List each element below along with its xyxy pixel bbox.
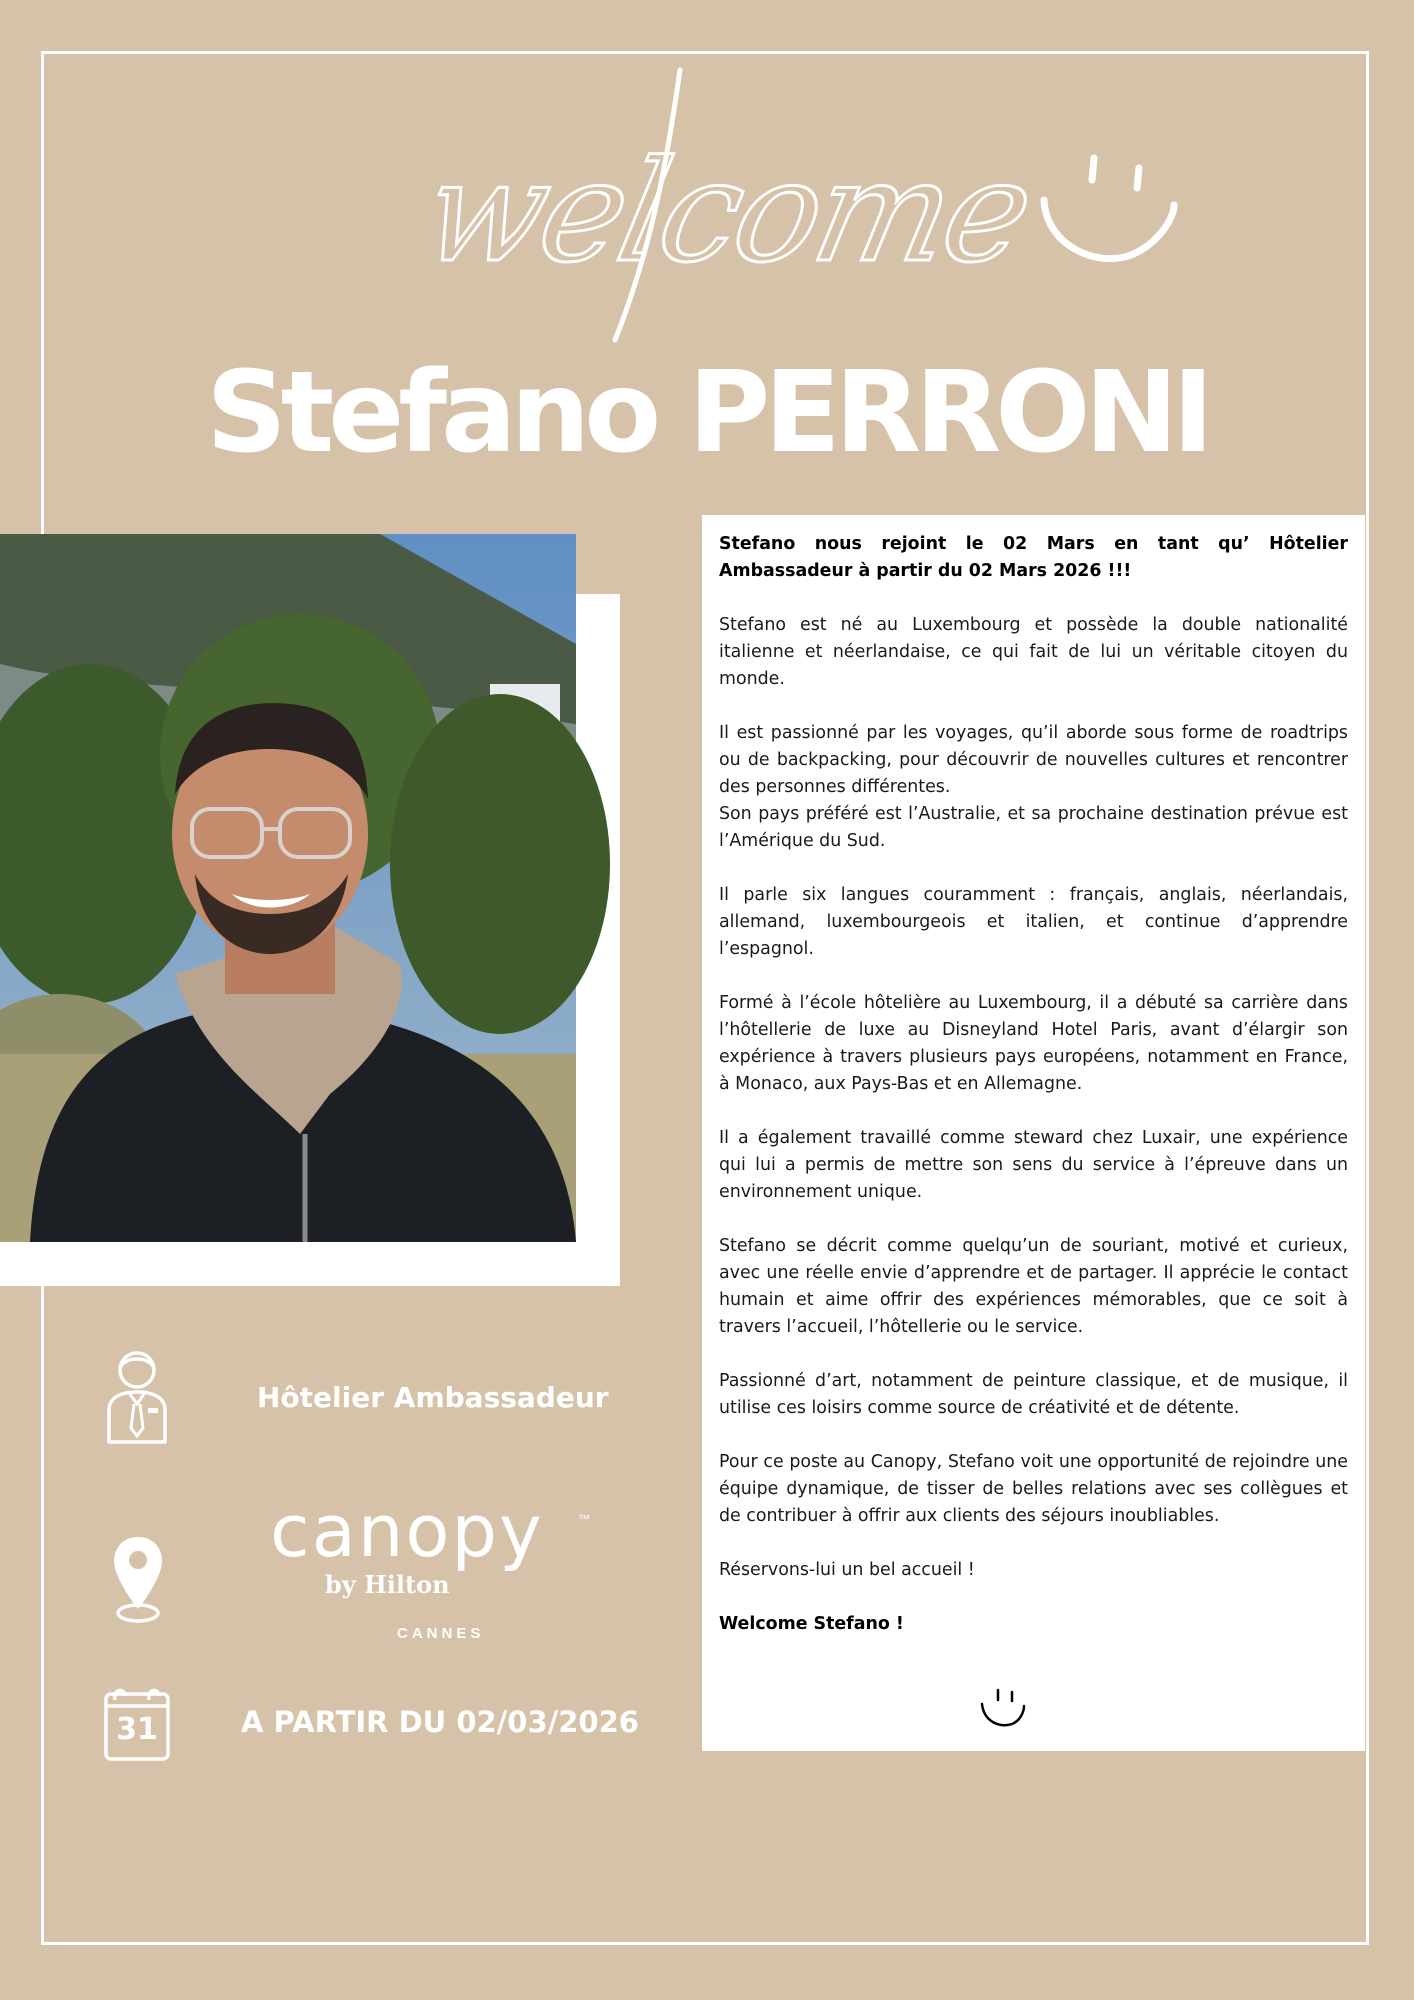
welcome-script xyxy=(410,60,1043,360)
article-paragraph: Il parle six langues couramment : français, anglais, néerlandais, allemand, luxembourgeois et italien, et continue d’apprendre l’espagnol. xyxy=(719,885,1348,959)
canopy-by-hilton-logo xyxy=(270,1489,620,1650)
logo-city: CANNES xyxy=(397,1625,485,1642)
article-paragraph: Son pays préféré est l’Australie, et sa prochaine destination prévue est l’Amérique du Sud. xyxy=(719,804,1348,851)
article-paragraph: Passionné d’art, notamment de peinture classique, et de musique, il utilise ces loisirs comme source de créativité et de détente. xyxy=(719,1371,1348,1418)
article-panel xyxy=(702,515,1365,1751)
role-title: Hôtelier Ambassadeur xyxy=(257,1381,609,1414)
logo-byline: by Hilton xyxy=(325,1570,450,1599)
article-paragraph: Pour ce poste au Canopy, Stefano voit une opportunité de rejoindre une équipe dynamique, de tisser de belles relations avec ses collègues et de contribuer à offrir aux clients des séjours inoubliables. xyxy=(719,1452,1348,1526)
article-paragraph: Il a également travaillé comme steward chez Luxair, une expérience qui lui a permis de mettre son sens du service à l’épreuve dans un environnement unique. xyxy=(719,1128,1348,1202)
logo-tm: ™ xyxy=(578,1512,590,1526)
logo-word: canopy xyxy=(270,1489,544,1573)
small-smiley-icon xyxy=(978,1686,1028,1728)
article-intro: Stefano nous rejoint le 02 Mars en tant qu’ Hôtelier Ambassadeur à partir du 02 Mars 2026 !!! xyxy=(719,534,1348,581)
location-pin-icon xyxy=(110,1533,166,1625)
closing-text: Welcome Stefano ! xyxy=(719,1614,904,1634)
hotelier-person-icon xyxy=(106,1348,168,1444)
article-paragraph: Il est passionné par les voyages, qu’il aborde sous forme de roadtrips ou de backpacking, pour découvrir de nouvelles cultures et rencontrer des personnes différentes. xyxy=(719,723,1348,797)
calendar-day: 31 xyxy=(116,1712,158,1747)
article-paragraph: Stefano est né au Luxembourg et possède la double nationalité italienne et néerlandaise, ce qui fait de lui un véritable citoyen du monde. xyxy=(719,615,1348,689)
employee-photo xyxy=(0,534,576,1242)
employee-name: Stefano PERRONI xyxy=(206,348,1208,478)
article-paragraph: Réservons-lui un bel accueil ! xyxy=(719,1560,975,1580)
start-date: A PARTIR DU 02/03/2026 xyxy=(241,1705,639,1739)
article-closing xyxy=(719,1611,1348,1638)
welcome-word: welcome xyxy=(410,131,1043,294)
article-paragraph: Stefano se décrit comme quelqu’un de souriant, motivé et curieux, avec une réelle envie d’apprendre et de partager. Il apprécie le contact humain et aime offrir des expériences mémorables, que ce soit à travers l’accueil, l’hôtellerie ou le service. xyxy=(719,1236,1348,1337)
welcome-heading xyxy=(410,60,1043,360)
smiley-icon xyxy=(1036,150,1181,270)
calendar-icon xyxy=(103,1684,171,1762)
article-paragraph: Formé à l’école hôtelière au Luxembourg, il a débuté sa carrière dans l’hôtellerie de luxe au Disneyland Hotel Paris, avant d’élargir son expérience à travers plusieurs pays européens, notamment en France, à Monaco, aux Pays-Bas et en Allemagne. xyxy=(719,993,1348,1094)
